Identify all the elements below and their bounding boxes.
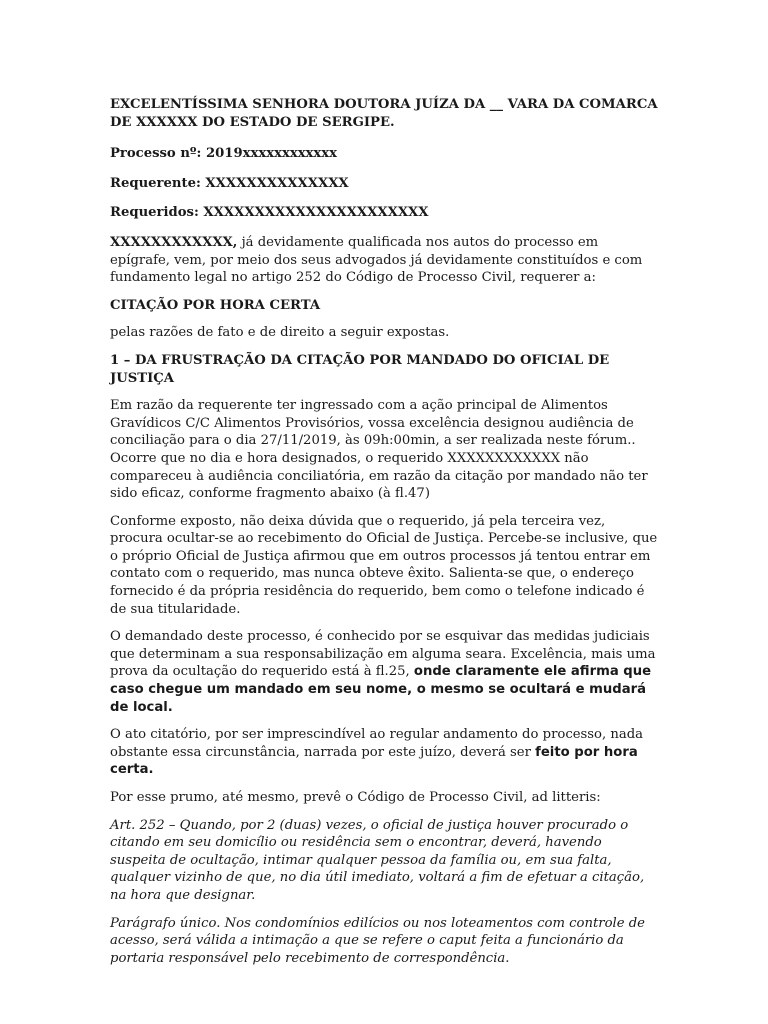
paragraph-4-text: O ato citatório, por ser imprescindível ao regular andamento do processo, nada obstante essa circunstância, narrada por este juízo, deverá ser xyxy=(110,727,644,760)
addressee-heading: EXCELENTÍSSIMA SENHORA DOUTORA JUÍZA DA __ VARA DA COMARCA DE XXXXXX DO ESTADO DE SERGIPE. xyxy=(110,97,658,130)
paragraph-3 xyxy=(110,628,658,716)
defendants-line: Requeridos: XXXXXXXXXXXXXXXXXXXXXX xyxy=(110,205,429,221)
paragraph-4-emphasis: feito por hora certa. xyxy=(110,744,638,778)
paragraph-3-text: O demandado deste processo, é conhecido por se esquivar das medidas judiciais que determinam a sua responsabilização em alguma seara. Excelência, mais uma prova da ocultação do requerido está à fl.25, xyxy=(110,629,656,680)
intro-text: já devidamente qualificada nos autos do processo em epígrafe, vem, por meio dos seus advogados já devidamente constituídos e com fundamento legal no artigo 252 do Código de Processo Civil, requerer a: xyxy=(110,234,643,286)
paragraph-2: Conforme exposto, não deixa dúvida que o requerido, já pela terceira vez, procura ocultar-se ao recebimento do Oficial de Justiça. Percebe-se inclusive, que o próprio Oficial de Justiça afirmou que em outros processos já tentou entrar em contato com o requerido, mas nunca obteve êxito. Salienta-se que, o endereço fornecido é da própria residência do requerido, bem como o telefone indicado é de sua titularidade. xyxy=(110,513,658,617)
paragraph-1: Em razão da requerente ter ingressado com a ação principal de Alimentos Gravídicos C/C Alimentos Provisórios, vossa excelência designou audiência de conciliação para o dia 27/11/2019, às 09h:00min, a ser realizada neste fórum.. Ocorre que no dia e hora designados, o requerido XXXXXXXXXXXX não compareceu à audiência conciliatória, em razão da citação por mandado não ter sido eficaz, conforme fragmento abaixo (à fl.47) xyxy=(110,398,648,502)
process-number: Processo nº: 2019xxxxxxxxxxxx xyxy=(110,146,338,162)
plaintiff-line: Requerente: XXXXXXXXXXXXXX xyxy=(110,175,349,191)
legal-quote-article: Art. 252 – Quando, por 2 (duas) vezes, o oficial de justiça houver procurado o citando em seu domicílio ou residência sem o encontrar, deverá, havendo suspeita de ocultação, intimar qualquer pessoa da família ou, em sua falta, qualquer vizinho de que, no dia útil imediato, voltará a fim de efetuar a citação, na hora que designar. xyxy=(110,817,645,903)
reasons-line: pelas razões de fato e de direito a seguir expostas. xyxy=(110,325,450,341)
section-1-title: 1 – DA FRUSTRAÇÃO DA CITAÇÃO POR MANDADO DO OFICIAL DE JUSTIÇA xyxy=(110,352,610,386)
paragraph-5: Por esse prumo, até mesmo, prevê o Código de Processo Civil, ad litteris: xyxy=(110,790,601,805)
paragraph-4 xyxy=(110,726,658,779)
request-title: CITAÇÃO POR HORA CERTA xyxy=(110,297,321,313)
intro-party-name: XXXXXXXXXXXX, xyxy=(110,234,238,250)
document-page xyxy=(110,96,658,977)
intro-paragraph xyxy=(110,234,658,287)
paragraph-3-emphasis: onde claramente ele afirma que caso chegue um mandado em seu nome, o mesmo se ocultará e mudará de local. xyxy=(110,664,652,715)
legal-quote-paragraph: Parágrafo único. Nos condomínios edilícios ou nos loteamentos com controle de acesso, será válida a intimação a que se refere o caput feita a funcionário da portaria responsável pelo recebimento de correspondência. xyxy=(110,915,645,966)
